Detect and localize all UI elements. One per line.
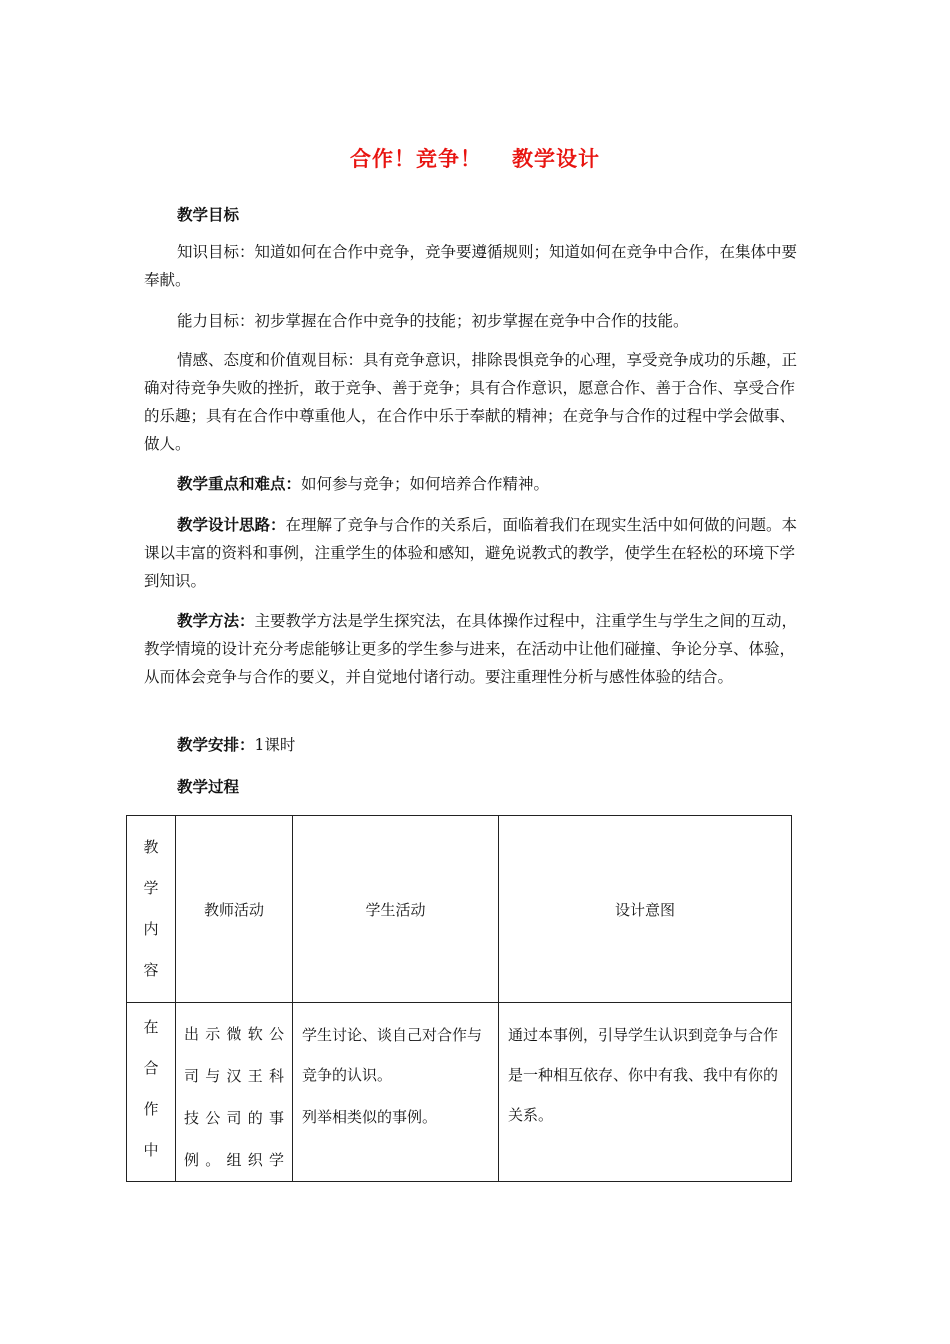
table-row [127, 1003, 792, 1182]
teaching-schedule [144, 731, 808, 759]
teacher-activity-line: 出示微软公 [184, 1025, 284, 1043]
document-title [0, 143, 950, 173]
teacher-activity-header: 教师活动 [176, 816, 293, 1003]
content-header-char: 内 [143, 920, 159, 938]
content-char: 在 [143, 1018, 159, 1036]
design-intent-text: 通过本事例，引导学生认识到竞争与合作是一种相互依存、你中有我、我中有你的关系。 [508, 1026, 779, 1124]
content-char: 作 [143, 1100, 159, 1118]
knowledge-objective: 知识目标：知道如何在合作中竞争，竞争要遵循规则；知道如何在竞争中合作，在集体中要奉献。 [144, 243, 798, 289]
idea-text: 在理解了竞争与合作的关系后，面临着我们在现实生活中如何做的问题。本课以丰富的资料和事例，注重学生的体验和感知，避免说教式的教学，使学生在轻松的环境下学到知识。 [144, 516, 798, 590]
content-header-char: 容 [143, 961, 159, 979]
process-heading: 教学过程 [177, 778, 240, 796]
method-label: 教学方法： [177, 612, 255, 630]
content-cell [127, 1003, 176, 1182]
teaching-method [144, 607, 808, 691]
teacher-activity-cell [176, 1003, 293, 1182]
schedule-label: 教学安排： [177, 736, 255, 754]
schedule-text: 1课时 [254, 736, 296, 754]
student-activity-text: 学生讨论、谈自己对合作与竞争的认识。 [302, 1026, 483, 1084]
key-label: 教学重点和难点： [177, 475, 302, 493]
key-text: 如何参与竞争；如何培养合作精神。 [301, 475, 550, 493]
content-header-char: 学 [143, 879, 159, 897]
teaching-process-table [126, 815, 792, 1182]
table-header-row [127, 816, 792, 1003]
title-part-2: 教学设计 [512, 147, 600, 171]
design-intent-cell [499, 1003, 792, 1182]
title-part-1: 合作！竞争！ [350, 147, 482, 171]
teacher-activity-line: 技公司的事 [184, 1109, 284, 1127]
content-char: 中 [143, 1141, 159, 1159]
teacher-activity-line: 例。组织学 [184, 1151, 284, 1169]
method-text: 主要教学方法是学生探究法，在具体操作过程中，注重学生与学生之间的互动，教学情境的设计充分考虑能够让更多的学生参与进来，在活动中让他们碰撞、争论分享、体验，从而体会竞争与合作的要义，并自觉地付诸行动。要注重理性分析与感性体验的结合。 [144, 612, 798, 686]
ability-objective: 能力目标：初步掌握在合作中竞争的技能；初步掌握在竞争中合作的技能。 [177, 312, 689, 330]
student-activity-header: 学生活动 [293, 816, 499, 1003]
emotion-objective: 情感、态度和价值观目标：具有竞争意识，排除畏惧竞争的心理，享受竞争成功的乐趣，正确对待竞争失败的挫折，敢于竞争、善于竞争；具有合作意识，愿意合作、善于合作、享受合作的乐趣；具有在合作中尊重他人，在合作中乐于奉献的精神；在竞争与合作的过程中学会做事、做人。 [144, 351, 798, 453]
student-activity-text: 列举相类似的事例。 [302, 1108, 438, 1126]
student-activity-cell [293, 1003, 499, 1182]
design-idea [144, 511, 808, 595]
content-char: 合 [143, 1059, 159, 1077]
content-header-cell [127, 816, 176, 1003]
teacher-activity-line: 司与汉王科 [184, 1067, 284, 1085]
objectives-heading: 教学目标 [177, 206, 240, 224]
key-difficulties [144, 470, 808, 498]
design-intent-header: 设计意图 [499, 816, 792, 1003]
idea-label: 教学设计思路： [177, 516, 286, 534]
content-header-char: 教 [143, 838, 159, 856]
